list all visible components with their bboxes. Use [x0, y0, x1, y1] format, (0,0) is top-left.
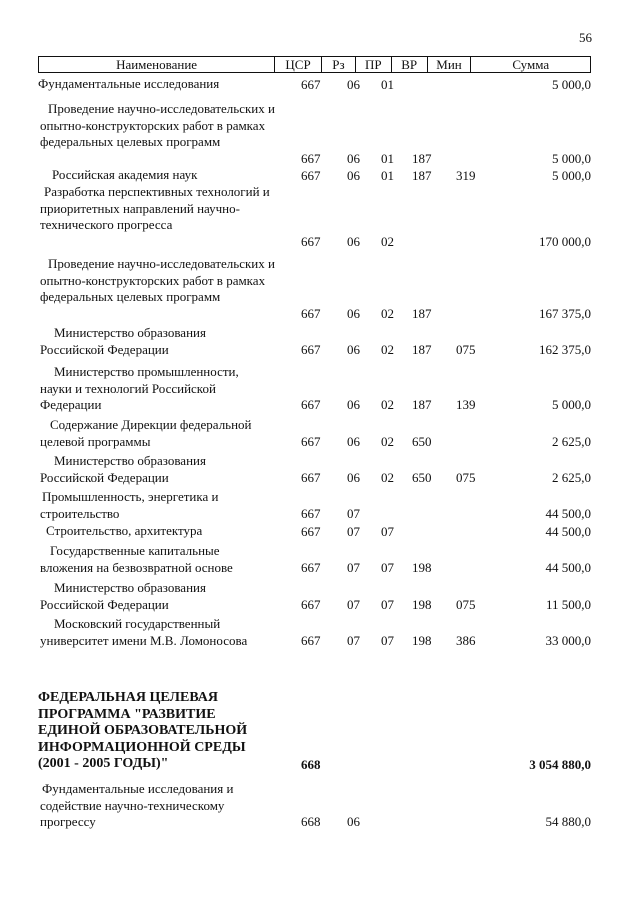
row-vr: 198 — [412, 596, 432, 612]
row-vr: 187 — [412, 167, 432, 183]
row-rz: 06 — [347, 76, 360, 92]
row-rz: 06 — [347, 341, 360, 357]
row-vr: 187 — [412, 150, 432, 166]
table-row — [38, 616, 591, 649]
row-rz: 06 — [347, 305, 360, 321]
row-pr: 02 — [381, 469, 394, 485]
row-csr: 667 — [301, 433, 321, 449]
row-min: 319 — [456, 167, 476, 183]
table-row — [38, 453, 591, 486]
row-sum: 44 500,0 — [545, 559, 591, 575]
row-sum: 167 375,0 — [539, 305, 591, 321]
row-sum: 162 375,0 — [539, 341, 591, 357]
row-rz: 06 — [347, 469, 360, 485]
row-vr: 198 — [412, 632, 432, 648]
table-row — [38, 256, 591, 322]
table-header — [38, 56, 591, 73]
row-rz: 07 — [347, 523, 360, 539]
row-vr: 187 — [412, 341, 432, 357]
row-csr: 667 — [301, 305, 321, 321]
row-name: Министерство промышленности, науки и технологий Российской Федерации — [40, 364, 239, 412]
row-pr: 07 — [381, 559, 394, 575]
header-rz: Рз — [322, 57, 356, 72]
row-min: 386 — [456, 632, 476, 648]
table-row — [38, 543, 591, 576]
row-sum: 2 625,0 — [552, 433, 591, 449]
table-row — [38, 167, 591, 184]
row-vr: 187 — [412, 305, 432, 321]
row-rz: 06 — [347, 813, 360, 829]
row-pr: 07 — [381, 523, 394, 539]
row-name: Проведение научно-исследовательских и опытно-конструкторских работ в рамках федеральных целевых программ — [40, 101, 275, 149]
row-rz: 06 — [347, 433, 360, 449]
row-name: Разработка перспективных технологий и приоритетных направлений научно-технического прогресса — [40, 184, 270, 232]
row-name: Проведение научно-исследовательских и опытно-конструкторских работ в рамках федеральных целевых программ — [40, 256, 275, 304]
row-pr: 07 — [381, 632, 394, 648]
row-csr: 667 — [301, 167, 321, 183]
row-pr: 02 — [381, 233, 394, 249]
row-csr: 667 — [301, 505, 321, 521]
table-row — [38, 364, 591, 413]
table-row — [38, 325, 591, 358]
row-sum: 54 880,0 — [545, 813, 591, 829]
row-pr: 07 — [381, 596, 394, 612]
row-vr: 650 — [412, 469, 432, 485]
row-name: Государственные капитальные вложения на безвозвратной основе — [40, 543, 233, 575]
row-pr: 02 — [381, 396, 394, 412]
row-csr: 667 — [301, 233, 321, 249]
page-number: 56 — [579, 30, 592, 45]
row-sum: 5 000,0 — [552, 167, 591, 183]
row-csr: 667 — [301, 341, 321, 357]
row-name: Содержание Дирекции федеральной целевой программы — [40, 417, 252, 449]
row-rz: 06 — [347, 233, 360, 249]
row-sum: 3 054 880,0 — [529, 756, 591, 772]
row-pr: 02 — [381, 433, 394, 449]
table-row — [38, 523, 591, 540]
table-row — [38, 489, 591, 522]
row-sum: 5 000,0 — [552, 396, 591, 412]
row-csr: 667 — [301, 596, 321, 612]
row-vr: 187 — [412, 396, 432, 412]
table-row — [38, 76, 591, 93]
row-csr: 667 — [301, 396, 321, 412]
row-csr: 667 — [301, 523, 321, 539]
row-csr: 667 — [301, 559, 321, 575]
row-csr: 668 — [301, 756, 321, 772]
table-row — [38, 101, 591, 167]
row-rz: 07 — [347, 559, 360, 575]
row-csr: 667 — [301, 150, 321, 166]
row-min: 139 — [456, 396, 476, 412]
header-vr: ВР — [392, 57, 428, 72]
row-name: Фундаментальные исследования — [38, 76, 220, 91]
row-pr: 01 — [381, 167, 394, 183]
row-sum: 44 500,0 — [545, 523, 591, 539]
row-vr: 650 — [412, 433, 432, 449]
row-name: Московский государственный университет имени М.В. Ломоносова — [40, 616, 248, 648]
row-sum: 2 625,0 — [552, 469, 591, 485]
row-min: 075 — [456, 596, 476, 612]
row-name: Строительство, архитектура — [46, 523, 203, 538]
header-sum: Сумма — [512, 57, 550, 72]
row-rz: 07 — [347, 505, 360, 521]
row-min: 075 — [456, 469, 476, 485]
row-sum: 33 000,0 — [545, 632, 591, 648]
row-name: Министерство образования Российской Федерации — [40, 580, 206, 612]
row-pr: 02 — [381, 305, 394, 321]
row-pr: 01 — [381, 76, 394, 92]
row-rz: 07 — [347, 632, 360, 648]
row-csr: 668 — [301, 813, 321, 829]
row-sum: 5 000,0 — [552, 150, 591, 166]
row-pr: 02 — [381, 341, 394, 357]
row-sum: 170 000,0 — [539, 233, 591, 249]
row-rz: 07 — [347, 596, 360, 612]
row-sum: 11 500,0 — [545, 596, 591, 612]
row-rz: 06 — [347, 167, 360, 183]
row-sum: 44 500,0 — [545, 505, 591, 521]
program-title-row — [38, 690, 591, 773]
program-title: ФЕДЕРАЛЬНАЯ ЦЕЛЕВАЯ ПРОГРАММА "РАЗВИТИЕ ЕДИНОЙ ОБРАЗОВАТЕЛЬНОЙ ИНФОРМАЦИОННОЙ СРЕДЫ (2001 - 2005 ГОДЫ)" — [38, 690, 248, 771]
table-row — [38, 580, 591, 613]
row-sum: 5 000,0 — [552, 76, 591, 92]
row-name: Промышленность, энергетика и строительство — [40, 489, 219, 521]
header-pr: ПР — [356, 57, 392, 72]
row-rz: 06 — [347, 396, 360, 412]
row-rz: 06 — [347, 150, 360, 166]
header-csr: ЦСР — [275, 57, 322, 72]
row-name: Министерство образования Российской Федерации — [40, 453, 206, 485]
table-row — [38, 184, 591, 250]
row-csr: 667 — [301, 76, 321, 92]
row-name: Министерство образования Российской Федерации — [40, 325, 206, 357]
row-pr: 01 — [381, 150, 394, 166]
row-name: Фундаментальные исследования и содействие научно-техническому прогрессу — [40, 781, 234, 829]
table-row — [38, 417, 591, 450]
row-name: Российская академия наук — [52, 167, 198, 182]
row-csr: 667 — [301, 632, 321, 648]
row-csr: 667 — [301, 469, 321, 485]
header-min: Мин — [428, 57, 472, 72]
row-min: 075 — [456, 341, 476, 357]
row-vr: 198 — [412, 559, 432, 575]
header-name: Наименование — [39, 57, 275, 72]
table-row — [38, 781, 591, 830]
